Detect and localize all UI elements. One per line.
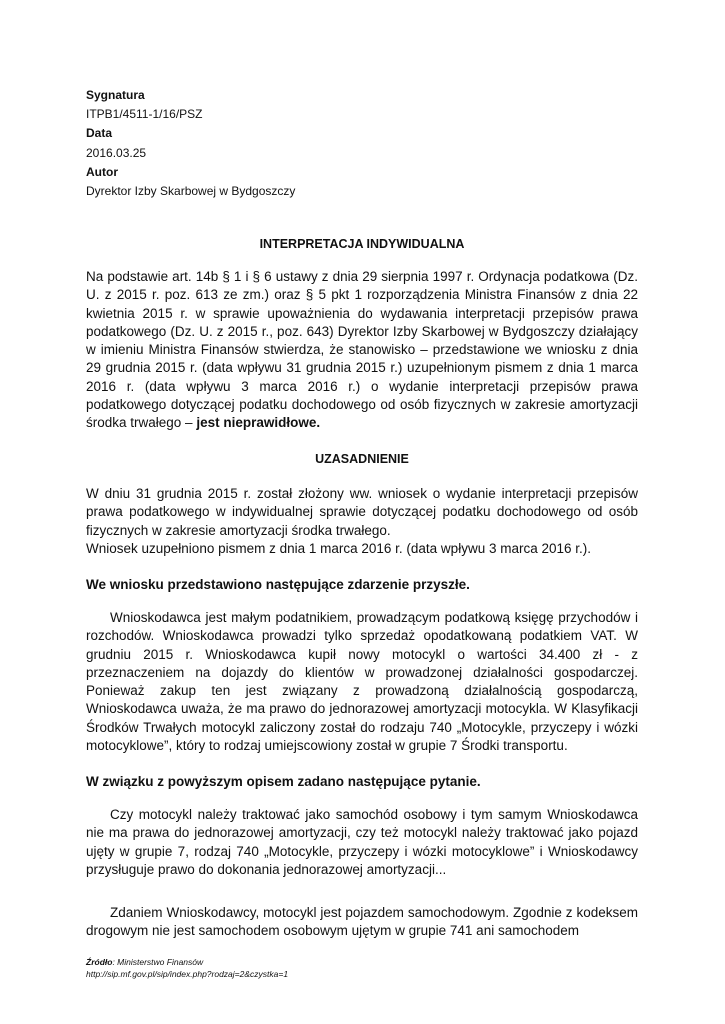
- pytanie-paragraph: Czy motocykl należy traktować jako samochód osobowy i tym samym Wnioskodawca nie ma prawa do jednorazowej amortyzacji, czy też motocykl należy traktować jako pojazd ujęty w grupie 7, rodzaj 740 „Motocykle, przyczepy i wózki motocyklowe” i Wnioskodawcy przysługuje prawo do dokonania jednorazowej amortyzacji...: [86, 807, 638, 877]
- interpretacja-heading: INTERPRETACJA INDYWIDUALNA: [259, 237, 465, 251]
- data-value: 2016.03.25: [86, 145, 147, 160]
- intro-verdict: jest nieprawidłowe.: [196, 415, 321, 431]
- sygnatura-value: ITPB1/4511-1/16/PSZ: [86, 107, 203, 122]
- pytanie-heading: W związku z powyższym opisem zadano następujące pytanie.: [86, 774, 481, 789]
- data-label: Data: [86, 126, 113, 141]
- autor-value: Dyrektor Izby Skarbowej w Bydgoszczy: [86, 184, 296, 199]
- source-url: http://sip.mf.gov.pl/sip/index.php?rodzaj=2&czystka=1: [86, 969, 289, 979]
- zdarzenie-heading: We wniosku przedstawiono następujące zdarzenie przyszłe.: [86, 577, 470, 592]
- source-footer: [86, 956, 288, 980]
- intro-main-text: Na podstawie art. 14b § 1 i § 6 ustawy z dnia 29 sierpnia 1997 r. Ordynacja podatkowa (Dz. U. z 2015 r. poz. 613 ze zm.) oraz § 5 pkt 1 rozporządzenia Ministra Finansów z dnia 22 kwietnia 2015 r. w sprawie upoważnienia do wydawania interpretacji przepisów prawa podatkowego (Dz. U. z 2015 r., poz. 643) Dyrektor Izby Skarbowej w Bydgoszczy działający w imieniu Ministra Finansów stwierdza, że stanowisko – przedstawione we wniosku z dnia 29 grudnia 2015 r. (data wpływu 31 grudnia 2015 r.) uzupełnionym pismem z dnia 1 marca 2016 r. (data wpływu 3 marca 2016 r.) o wydanie interpretacji przepisów prawa podatkowego dotyczącej podatku dochodowego od osób fizycznych w zakresie amortyzacji środka trwałego –: [86, 269, 638, 431]
- zdarzenie-paragraph: Wnioskodawca jest małym podatnikiem, prowadzącym podatkową księgę przychodów i rozchodów. Wnioskodawca prowadzi tylko sprzedaż opodatkowaną podatkiem VAT. W grudniu 2015 r. Wnioskodawca kupił nowy motocykl o wartości 34.400 zł - z przeznaczeniem na dojazdy do klientów w prowadzonej działalności gospodarczej. Ponieważ zakup ten jest związany z prowadzoną działalnością gospodarczą, Wnioskodawca uważa, że ma prawo do jednorazowej amortyzacji motocykla. W Klasyfikacji Środków Trwałych motocykl zaliczony został do rodzaju 740 „Motocykle, przyczepy i wózki motocyklowe”, który to rodzaj umiejscowiony został w grupie 7 Środki transportu.: [86, 610, 638, 754]
- sygnatura-label: Sygnatura: [86, 88, 145, 102]
- autor-label: Autor: [86, 164, 118, 179]
- wniosek-paragraph-1: W dniu 31 grudnia 2015 r. został złożony ww. wniosek o wydanie interpretacji przepisów prawa podatkowego w indywidualnej sprawie dotyczącej podatku dochodowego od osób fizycznych w zakresie amortyzacji środka trwałego.: [86, 486, 638, 538]
- source-value: : Ministerstwo Finansów: [112, 957, 204, 967]
- document-metadata: [86, 86, 295, 201]
- zdanie-paragraph: Zdaniem Wnioskodawcy, motocykl jest pojazdem samochodowym. Zgodnie z kodeksem drogowym nie jest samochodem osobowym ujętym w grupie 741 ani samochodem: [86, 905, 638, 939]
- source-label: Źródło: [86, 957, 113, 967]
- uzasadnienie-heading: UZASADNIENIE: [315, 452, 409, 466]
- intro-paragraph: [86, 268, 638, 433]
- wniosek-paragraph-2: Wniosek uzupełniono pismem z dnia 1 marca 2016 r. (data wpływu 3 marca 2016 r.).: [86, 541, 591, 556]
